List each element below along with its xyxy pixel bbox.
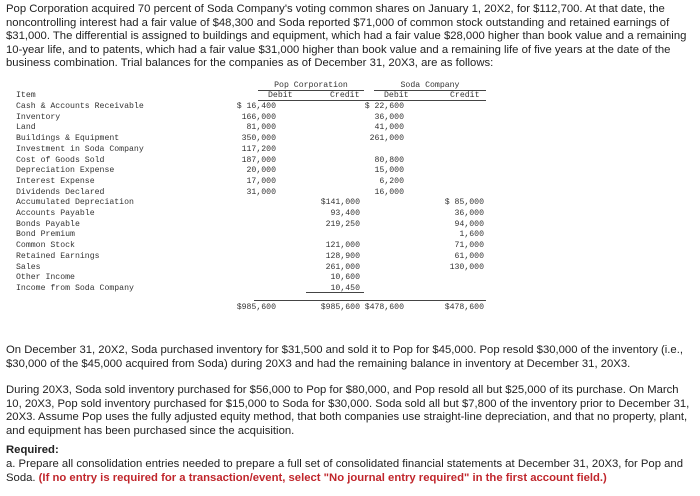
intercompany-2x3-paragraph: During 20X3, Soda sold inventory purchased for $56,000 to Pop for $80,000, and Pop resold all but $25,000 of its purchase. On March 10, 20X3, Pop sold inventory purchased for $15,000 to Soda for $30,000. Soda sold all but $7,800 of the inventory prior to December 31, 20X3. Assume Pop uses the fully adjusted equity method, that both companies use straight-line depreciation, and that no property, plant, and equipment has been purchased since the acquisition.	[6, 384, 690, 437]
pop-debit-cell: 117,200	[241, 144, 276, 154]
soda-credit-cell: $ 85,000	[444, 198, 484, 208]
table-row	[10, 177, 490, 188]
soda-credit-cell: 1,600	[459, 230, 484, 240]
pop-debit-cell: 31,000	[246, 187, 276, 197]
pop-credit-cell: 261,000	[325, 262, 360, 272]
pop-credit-cell: 10,600	[330, 273, 360, 283]
table-row	[10, 123, 490, 134]
soda-credit-cell: 130,000	[449, 262, 484, 272]
table-row	[10, 252, 490, 263]
table-row	[10, 113, 490, 124]
pop-credit-cell: 219,250	[325, 219, 360, 229]
pop-credit-cell: 93,400	[330, 209, 360, 218]
soda-debit-cell: 15,000	[374, 166, 404, 176]
item-column-header: Item	[16, 91, 36, 100]
account-name-cell: Depreciation Expense	[16, 166, 115, 176]
soda-credit-cell: 61,000	[454, 251, 484, 261]
required-note: (If no entry is required for a transaction/event, select "No journal entry required" in the first account field.)	[38, 471, 607, 484]
pop-debit-cell: 81,000	[246, 123, 276, 133]
account-name-cell: Dividends Declared	[16, 187, 105, 197]
table-row	[10, 134, 490, 145]
account-name-cell: Sales	[16, 262, 41, 272]
table-row	[10, 220, 490, 231]
pop-credit-cell: $141,000	[320, 198, 360, 208]
trial-balance-table	[10, 80, 490, 320]
soda-debit-header: Debit	[384, 91, 409, 100]
soda-credit-cell: 94,000	[454, 219, 484, 229]
soda-credit-cell: 71,000	[454, 241, 484, 251]
table-row	[10, 198, 490, 209]
pop-debit-cell: 187,000	[241, 155, 276, 165]
account-name-cell: Inventory	[16, 112, 61, 122]
table-row	[10, 284, 490, 295]
pop-debit-cell: 166,000	[241, 112, 276, 122]
pop-debit-header: Debit	[268, 91, 293, 100]
soda-debit-cell: 6,200	[379, 176, 404, 186]
soda-debit-total: $478,600	[364, 303, 404, 312]
account-name-cell: Bond Premium	[16, 230, 75, 240]
required-instruction	[6, 458, 694, 485]
account-name-cell: Cash & Accounts Receivable	[16, 102, 144, 111]
pop-credit-header: Credit	[330, 91, 360, 100]
account-name-cell: Land	[16, 123, 36, 133]
account-name-cell: Cost of Goods Sold	[16, 155, 105, 165]
table-row	[10, 156, 490, 167]
pop-debit-cell: 17,000	[246, 176, 276, 186]
pop-debit-total: $985,600	[236, 303, 276, 312]
table-row	[10, 273, 490, 284]
account-name-cell: Investment in Soda Company	[16, 144, 144, 154]
soda-debit-cell: 16,000	[374, 187, 404, 197]
table-row	[10, 209, 490, 220]
intro-paragraph: Pop Corporation acquired 70 percent of Soda Company's voting common shares on January 1, 20X2, for $112,700. At that date, the noncontrolling interest had a fair value of $48,300 and Soda reported $71,000 of common stock outstanding and retained earnings of $31,000. The differential is assigned to buildings and equipment, which had a fair value $28,000 higher than book value and a remaining 10-year life, and to patents, which had a fair value $31,000 higher than book value and a remaining life of five years at the date of the business combination. Trial balances for the companies as of December 31, 20X3, are as follows:	[6, 3, 687, 69]
required-text: a. Prepare all consolidation entries needed to prepare a full set of consolidated financial statements at December 31, 20X3, for Pop and Soda.	[6, 458, 683, 484]
pop-credit-cell: 10,450	[330, 283, 360, 293]
intercompany-2x2-paragraph: On December 31, 20X2, Soda purchased inventory for $31,500 and sold it to Pop for $45,000. Pop resold $30,000 of the inventory (i.e., $30,000 of the $45,000 acquired from Soda) during 20X3 and had the remaining balance in inventory at December 31, 20X3.	[6, 344, 683, 370]
soda-debit-cell: 41,000	[374, 123, 404, 133]
account-name-cell: Retained Earnings	[16, 251, 100, 261]
soda-debit-cell: 80,800	[374, 155, 404, 165]
account-name-cell: Accounts Payable	[16, 209, 95, 218]
totals-top-rule	[254, 300, 486, 301]
table-row	[10, 230, 490, 241]
account-name-cell: Interest Expense	[16, 176, 95, 186]
soda-credit-total: $478,600	[444, 303, 484, 312]
account-name-cell: Accumulated Depreciation	[16, 198, 134, 208]
table-row	[10, 166, 490, 177]
account-name-cell: Income from Soda Company	[16, 283, 134, 293]
soda-credit-header: Credit	[450, 91, 480, 100]
pop-debit-cell: $ 16,400	[236, 102, 276, 111]
account-name-cell: Bonds Payable	[16, 219, 80, 229]
pop-credit-cell: 121,000	[325, 241, 360, 251]
pop-corporation-header: Pop Corporation	[274, 81, 348, 90]
account-name-cell: Other Income	[16, 273, 75, 283]
header-bottom-rule	[258, 100, 486, 101]
account-name-cell: Common Stock	[16, 241, 75, 251]
soda-debit-cell: 36,000	[374, 112, 404, 122]
account-name-cell: Buildings & Equipment	[16, 134, 120, 144]
pop-credit-total: $985,600	[320, 303, 360, 312]
table-row	[10, 145, 490, 156]
soda-credit-cell: 36,000	[454, 209, 484, 218]
required-heading: Required:	[6, 444, 59, 456]
pop-debit-cell: 350,000	[241, 134, 276, 144]
pop-credit-total-rule	[306, 292, 364, 293]
soda-debit-cell: $ 22,600	[364, 102, 404, 111]
table-row	[10, 102, 490, 113]
table-row	[10, 188, 490, 199]
pop-credit-cell: 128,900	[325, 251, 360, 261]
table-row	[10, 241, 490, 252]
table-row	[10, 263, 490, 274]
totals-row	[10, 302, 490, 313]
soda-company-header: Soda Company	[400, 81, 460, 90]
pop-debit-cell: 20,000	[246, 166, 276, 176]
soda-debit-cell: 261,000	[369, 134, 404, 144]
